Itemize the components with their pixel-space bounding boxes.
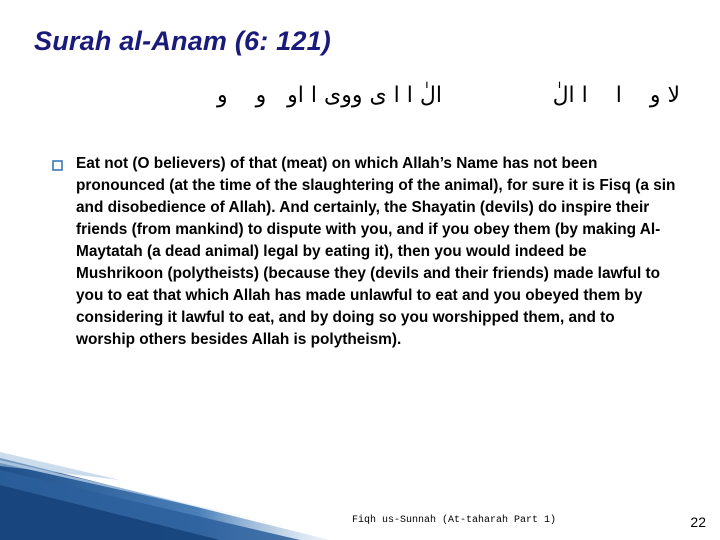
slide-title: Surah al-Anam (6: 121)	[34, 26, 331, 56]
translation-text: Eat not (O believers) of that (meat) on which Allah’s Name has not been pronounced (at the time of the slaughtering of the animal), for sure it is Fisq (a sin and disobedience of Allah). And certainly, the Shayatin (devils) do inspire their friends (from mankind) to dispute with you, and if you obey them (by making Al-Maytatah (a dead animal) legal by eating it), then you would indeed be Mushrikoon (polytheists) (because they (devils and their friends) made lawful to you to eat that which Allah has made unlawful to eat and you obeyed them by considering it lawful to eat, and by doing so you worshipped them, and to worship others besides Allah is polytheism).	[76, 155, 676, 348]
hollow-square-bullet-icon	[52, 160, 63, 171]
footer-text: Fiqh us-Sunnah (At-taharah Part 1)	[352, 515, 557, 526]
page-number: 22	[690, 514, 706, 530]
arabic-verse-right: لا و ا ا الٰ	[552, 83, 680, 108]
arabic-verse-left: الٰ ا ا ی ووی ا او و و	[216, 83, 442, 108]
